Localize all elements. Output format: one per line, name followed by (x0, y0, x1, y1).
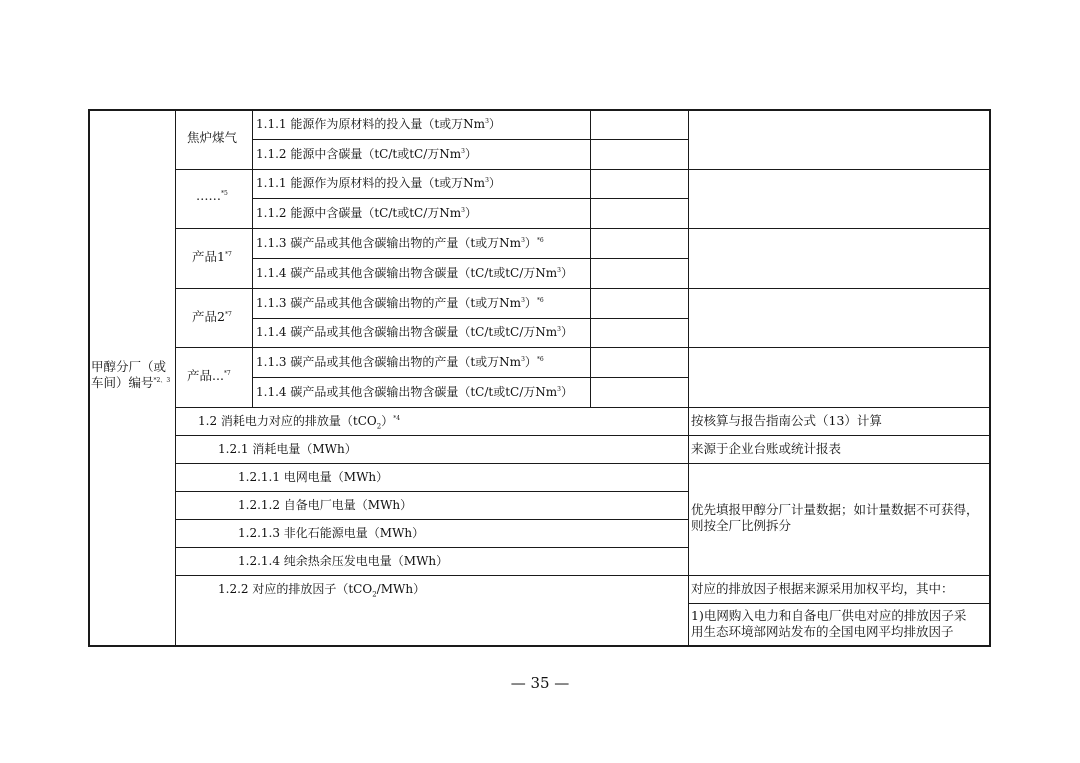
row-line (252, 318, 688, 319)
item-text: 1.1.4 碳产品或其他含碳输出物含碳量（tC/t或tC/万Nm$^3$） (256, 385, 573, 399)
row-line (175, 435, 989, 436)
group-name-product-etc: 产品...$^{*7}$ (187, 368, 231, 383)
row-line (175, 547, 688, 548)
row-label-1-2-1-2: 1.2.1.2 自备电厂电量（MWh） (238, 498, 413, 512)
group-name-product-1: 产品1$^{*7}$ (192, 249, 232, 264)
row-line (688, 603, 989, 604)
row-line (175, 575, 989, 576)
desc-1-2: 按核算与报告指南公式（13）计算 (691, 413, 882, 428)
row-line (175, 519, 688, 520)
desc-last: 1)电网购入电力和自备电厂供电对应的排放因子采 用生态环境部网站发布的全国电网平均排放因子 (691, 608, 967, 639)
table-border-top (88, 109, 991, 111)
table-border-bottom (88, 645, 991, 647)
item-text: 1.1.3 碳产品或其他含碳输出物的产量（t或万Nm$^3$）$^{*6}$ (256, 355, 544, 369)
group-name-coke-gas: 焦炉煤气 (187, 130, 238, 145)
desc-1-2-2: 对应的排放因子根据来源采用加权平均，其中： (691, 581, 954, 596)
row-label-1-2-1-4: 1.2.1.4 纯余热余压发电电量（MWh） (238, 554, 449, 568)
row-line (175, 169, 989, 170)
row-header-line2: 车间）编号 (91, 375, 154, 390)
row-header-line1: 甲醇分厂（或 (91, 359, 167, 374)
item-text: 1.1.4 碳产品或其他含碳输出物含碳量（tC/t或tC/万Nm$^3$） (256, 325, 573, 339)
row-line (175, 407, 989, 408)
col-divider-4 (688, 109, 689, 647)
col-divider-1 (175, 109, 176, 647)
row-label-1-2-1-3: 1.2.1.3 非化石能源电量（MWh） (238, 526, 425, 540)
group-name-ellipsis: ……$^{*5}$ (196, 188, 228, 203)
item-text: 1.1.4 碳产品或其他含碳输出物含碳量（tC/t或tC/万Nm$^3$） (256, 266, 573, 280)
row-label-1-2-1: 1.2.1 消耗电量（MWh） (218, 442, 357, 456)
row-line (252, 139, 688, 140)
row-line (175, 463, 989, 464)
item-text: 1.1.2 能源中含碳量（tC/t或tC/万Nm$^3$） (256, 147, 477, 161)
page-number: — 35 — (510, 674, 570, 692)
row-line (175, 491, 688, 492)
group-name-product-2: 产品2$^{*7}$ (192, 309, 232, 324)
row-label-1-2-2: 1.2.2 对应的排放因子（tCO$_2$/MWh） (218, 582, 426, 599)
row-line (175, 228, 989, 229)
row-label-1-2-1-1: 1.2.1.1 电网电量（MWh） (238, 470, 389, 484)
item-text: 1.1.2 能源中含碳量（tC/t或tC/万Nm$^3$） (256, 206, 477, 220)
item-text: 1.1.3 碳产品或其他含碳输出物的产量（t或万Nm$^3$）$^{*6}$ (256, 236, 544, 250)
row-line (175, 347, 989, 348)
desc-1-2-1: 来源于企业台账或统计报表 (691, 441, 842, 456)
row-label-1-2: 1.2 消耗电力对应的排放量$(tCO_2)^{*4}$ (198, 414, 401, 431)
row-line (252, 377, 688, 378)
row-header-note: *2、3 (153, 377, 171, 384)
item-text: 1.1.1 能源作为原材料的投入量（t或万Nm$^3$） (256, 117, 501, 131)
row-line (252, 198, 688, 199)
item-text: 1.1.1 能源作为原材料的投入量（t或万Nm$^3$） (256, 176, 501, 190)
item-text: 1.1.3 碳产品或其他含碳输出物的产量（t或万Nm$^3$）$^{*6}$ (256, 296, 544, 310)
table-border-right (989, 109, 991, 647)
desc-merged: 优先填报甲醇分厂计量数据；如计量数据不可获得， 则按全厂比例拆分 (691, 502, 979, 533)
table-border-left (88, 109, 90, 647)
row-header (91, 359, 170, 391)
row-line (252, 258, 688, 259)
row-line (175, 288, 989, 289)
data-table (88, 109, 991, 647)
